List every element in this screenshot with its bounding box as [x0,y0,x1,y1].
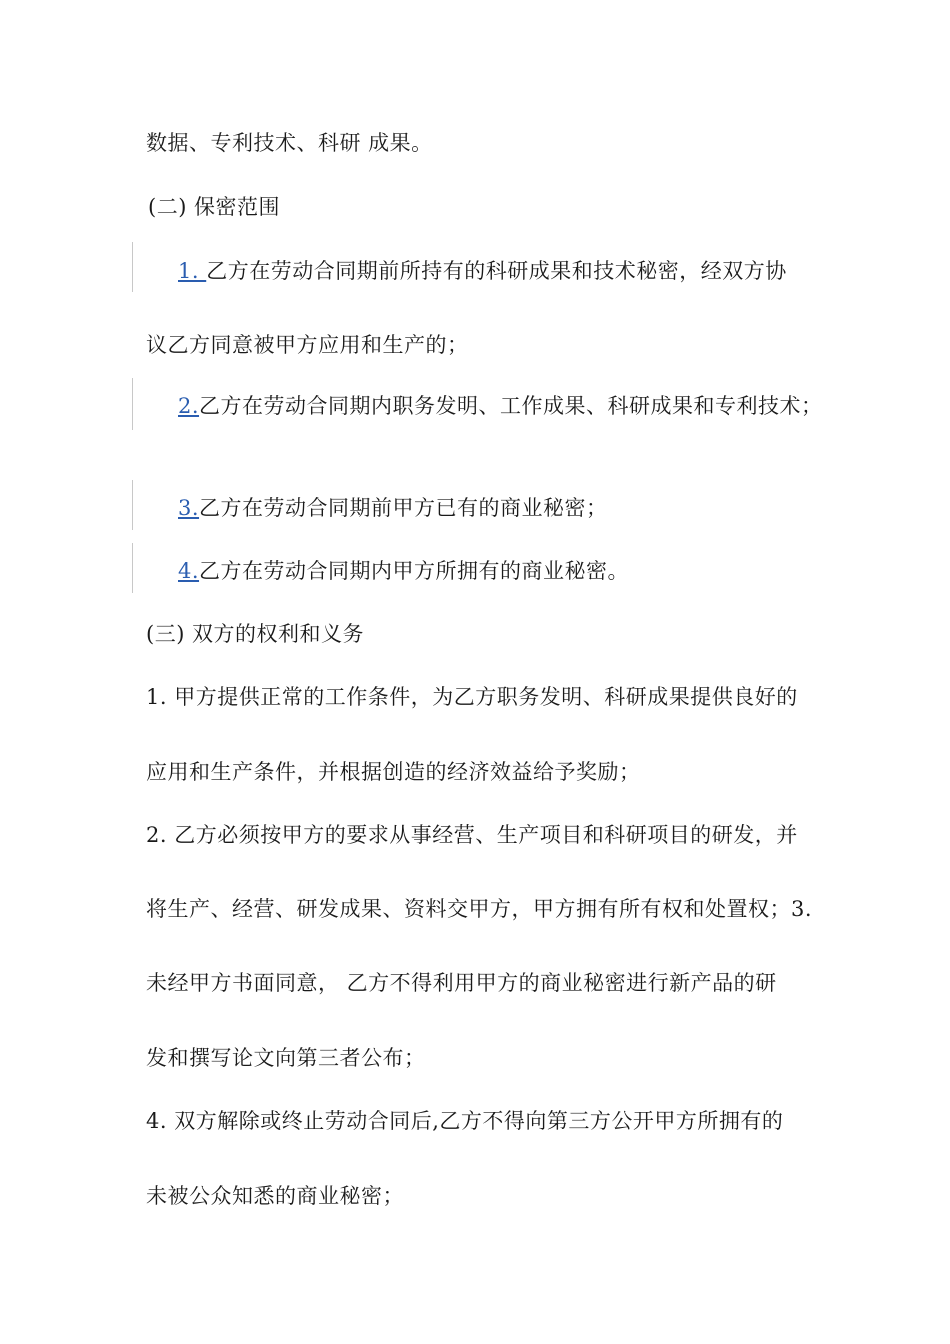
list-item-2 [178,391,823,421]
paragraph-text: 4. 双方解除或终止劳动合同后,乙方不得向第三方公开甲方所拥有的 [146,1109,784,1133]
list-item-text: 乙方在劳动合同期内职务发明、工作成果、科研成果和专利技术； [199,394,823,418]
list-item-rule [132,480,133,530]
paragraph-text: 发和撰写论文向第三者公布； [146,1046,426,1070]
paragraph-text: 应用和生产条件，并根据创造的经济效益给予奖励； [146,760,641,784]
list-item-4 [178,556,629,586]
paragraph-text: 1. 甲方提供正常的工作条件，为乙方职务发明、科研成果提供良好的 [146,685,798,709]
list-item-rule [132,378,133,430]
list-item-3 [178,493,608,523]
paragraph-text: 数据、专利技术、科研 成果。 [146,131,433,155]
paragraph-text: 将生产、经营、研发成果、资料交甲方，甲方拥有所有权和处置权；3. [146,897,813,921]
list-item-number-link[interactable]: 3. [178,496,200,520]
paragraph-text: 未经甲方书面同意， 乙方不得利用甲方的商业秘密进行新产品的研 [146,971,777,995]
section-heading-rights: (三) 双方的权利和义务 [146,622,365,646]
paragraph-text: 2. 乙方必须按甲方的要求从事经营、生产项目和科研项目的研发，并 [146,823,798,847]
list-item-number-link[interactable]: 2. [178,394,200,418]
paragraph-text: 未被公众知悉的商业秘密； [146,1184,404,1208]
section-heading-scope: (二) 保密范围 [148,195,281,219]
list-item-rule [132,543,133,593]
list-item-text: 乙方在劳动合同期前甲方已有的商业秘密； [199,496,608,520]
list-item-continuation: 议乙方同意被甲方应用和生产的； [146,333,469,357]
list-item-rule [132,242,133,292]
list-item-1 [178,256,787,286]
list-item-text: 乙方在劳动合同期前所持有的科研成果和技术秘密，经双方协 [206,259,787,283]
list-item-number-link[interactable]: 1. [178,259,207,283]
list-item-text: 乙方在劳动合同期内甲方所拥有的商业秘密。 [199,559,630,583]
list-item-number-link[interactable]: 4. [178,559,200,583]
